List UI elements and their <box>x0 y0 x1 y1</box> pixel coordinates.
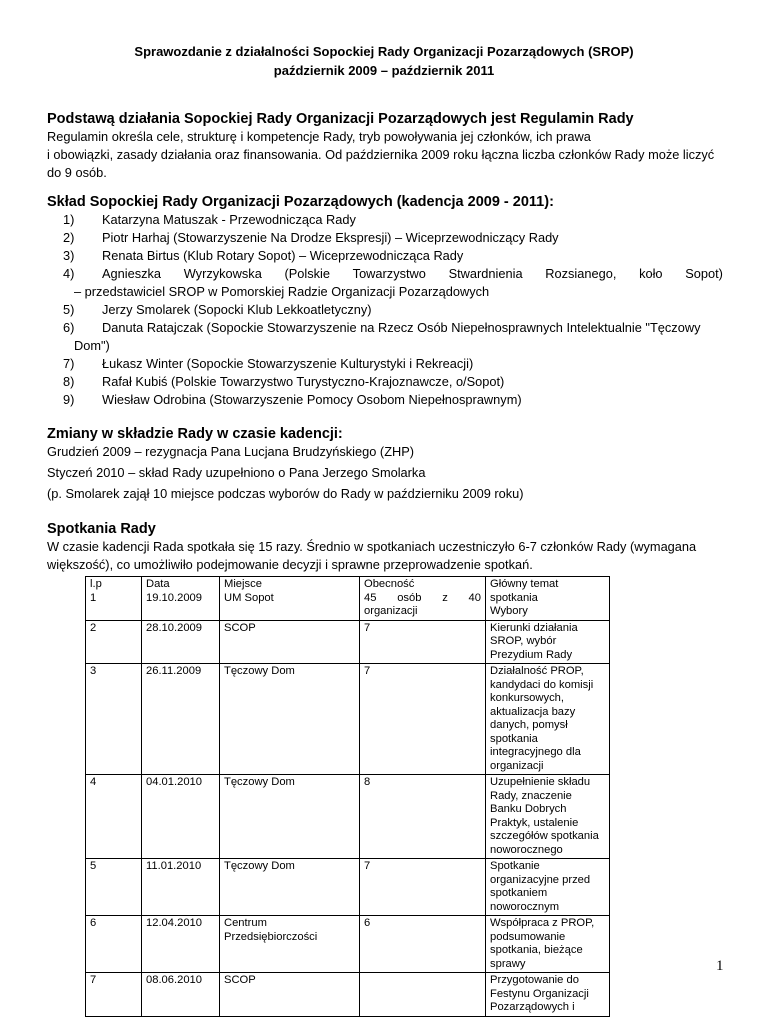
list-text: Katarzyna Matuszak - Przewodnicząca Rady <box>102 212 356 227</box>
cell-date: 08.06.2010 <box>146 974 202 986</box>
list-number: 6) <box>63 320 75 335</box>
cell-place: SCOP <box>224 621 256 634</box>
table-cell <box>220 859 360 916</box>
cell-topic: Działalność PROP, kandydaci do komisji konkursowych, aktualizacja bazy danych, pomysł spotkania integracyjnego dla organizacji <box>490 665 594 772</box>
table-cell <box>86 664 142 775</box>
table-cell <box>220 620 360 664</box>
table-cell <box>142 664 220 775</box>
list-text: Łukasz Winter (Sopockie Stowarzyszenie Kulturystyki i Rekreacji) <box>102 356 474 371</box>
table-cell <box>360 620 486 664</box>
word: Stwardnienia <box>448 266 523 281</box>
table-cell <box>142 775 220 859</box>
table-cell <box>360 916 486 973</box>
cell-presence <box>364 592 481 606</box>
paragraph-line: Grudzień 2009 – rezygnacja Pana Lucjana Brudzyńskiego (ZHP) <box>47 444 415 459</box>
cell-place: SCOP <box>224 974 256 986</box>
cell-lp: 3 <box>90 665 97 677</box>
header-temat: Główny temat spotkania <box>490 578 559 604</box>
table-row <box>86 577 610 621</box>
cell-topic: Uzupełnienie składu Rady, znaczenie Banku Dobrych Praktyk, ustalenie szczegółów spotkania noworocznego <box>490 776 599 856</box>
table-cell <box>86 620 142 664</box>
word: osób <box>397 591 422 604</box>
spotkania-paragraph <box>47 538 723 574</box>
table-cell <box>220 973 360 1017</box>
cell-lp: 6 <box>90 917 97 929</box>
table-cell <box>142 973 220 1017</box>
section-heading-sklad: Skład Sopockiej Rady Organizacji Pozarządowych (kadencja 2009 - 2011): <box>47 194 554 210</box>
list-item <box>63 229 723 247</box>
word: Wyrzykowska <box>183 266 262 281</box>
header-obecnosc: Obecność <box>364 578 415 590</box>
table-cell <box>486 577 610 621</box>
cell-presence: 7 <box>364 860 371 872</box>
cell-topic: Kierunki działania SROP, wybór Prezydium Rady <box>490 621 578 661</box>
cell-date: 04.01.2010 <box>146 776 202 788</box>
table-cell <box>360 577 486 621</box>
cell-lp: 7 <box>90 974 97 986</box>
list-item <box>63 319 723 337</box>
cell-lp: 1 <box>90 591 97 604</box>
list-item <box>63 301 723 319</box>
list-number: 7) <box>63 356 75 371</box>
list-item <box>63 391 723 409</box>
cell-topic: Przygotowanie do Festynu Organizacji Pozarządowych i <box>490 974 589 1013</box>
table-cell <box>486 859 610 916</box>
list-number: 3) <box>63 248 75 263</box>
list-number: 4) <box>63 266 75 281</box>
section-heading-regulamin: Podstawą działania Sopockiej Rady Organizacji Pozarządowych jest Regulamin Rady <box>47 111 634 127</box>
cell-date: 12.04.2010 <box>146 917 202 929</box>
table-cell <box>486 664 610 775</box>
list-text: Danuta Ratajczak (Sopockie Stowarzyszenie na Rzecz Osób Niepełnosprawnych Intelektualnie "Tęczowy <box>102 320 701 335</box>
table-cell <box>220 577 360 621</box>
list-item-continuation <box>63 283 723 301</box>
page-number: 1 <box>716 958 724 974</box>
list-item <box>63 211 723 229</box>
cell-topic: Współpraca z PROP, podsumowanie spotkania, bieżące sprawy <box>490 917 595 970</box>
table-row <box>86 916 610 973</box>
table-cell <box>486 620 610 664</box>
table-row <box>86 775 610 859</box>
list-text <box>102 265 723 283</box>
list-item <box>63 247 723 265</box>
word: (Polskie <box>284 266 330 281</box>
section-heading-zmiany: Zmiany w składzie Rady w czasie kadencji: <box>47 426 343 442</box>
paragraph-line: Styczeń 2010 – skład Rady uzupełniono o Pana Jerzego Smolarka <box>47 465 426 480</box>
table-cell <box>220 916 360 973</box>
cell-date: 28.10.2009 <box>146 621 202 634</box>
zmiany-paragraph <box>47 443 723 503</box>
table-cell <box>486 973 610 1017</box>
word: koło <box>639 266 663 281</box>
list-text: – przedstawiciel SROP w Pomorskiej Radzie Organizacji Pozarządowych <box>74 284 490 299</box>
list-text: Piotr Harhaj (Stowarzyszenie Na Drodze Ekspresji) – Wiceprzewodniczący Rady <box>102 230 559 245</box>
paragraph-line: Regulamin określa cele, strukturę i kompetencje Rady, tryb powoływania jej członków, ich prawa <box>47 129 591 144</box>
header-miejsce: Miejsce <box>224 578 262 590</box>
table-cell <box>486 775 610 859</box>
cell-date: 26.11.2009 <box>146 665 202 677</box>
cell-topic: Spotkanie organizacyjne przed spotkaniem noworocznym <box>490 860 591 913</box>
list-number: 1) <box>63 212 75 227</box>
table-cell <box>486 916 610 973</box>
table-cell <box>220 664 360 775</box>
table-cell <box>142 916 220 973</box>
list-text: Dom") <box>74 338 110 353</box>
list-text: Wiesław Odrobina (Stowarzyszenie Pomocy Osobom Niepełnosprawnym) <box>102 392 522 407</box>
word: 40 <box>468 591 481 604</box>
header-lp: l.p <box>90 578 102 590</box>
section-heading-spotkania: Spotkania Rady <box>47 521 156 537</box>
cell-place: Tęczowy Dom <box>224 860 295 872</box>
table-cell <box>360 664 486 775</box>
list-item <box>63 373 723 391</box>
cell-place: Tęczowy Dom <box>224 776 295 788</box>
cell-lp: 2 <box>90 621 97 634</box>
list-text: Jerzy Smolarek (Sopocki Klub Lekkoatletyczny) <box>102 302 372 317</box>
list-text: Renata Birtus (Klub Rotary Sopot) – Wiceprzewodnicząca Rady <box>102 248 464 263</box>
cell-presence: 6 <box>364 917 371 929</box>
cell-lp: 5 <box>90 860 97 872</box>
paragraph-line: do 9 osób. <box>47 165 107 180</box>
table-row <box>86 620 610 664</box>
word: 45 <box>364 591 377 604</box>
table-cell <box>360 775 486 859</box>
list-item-continuation <box>63 337 723 355</box>
list-number: 8) <box>63 374 75 389</box>
list-item <box>63 355 723 373</box>
document-title <box>0 42 768 80</box>
members-list <box>63 211 723 409</box>
word: Rozsianego, <box>545 266 617 281</box>
table-row <box>86 664 610 775</box>
word: Sopot) <box>685 266 723 281</box>
table-cell <box>86 577 142 621</box>
cell-presence-rest: organizacji <box>364 605 418 617</box>
paragraph-line: większość), co umożliwiło podejmowanie decyzji i sprawne przeprowadzenie spotkań. <box>47 557 533 572</box>
meetings-table <box>85 576 610 1017</box>
paragraph-line: (p. Smolarek zajął 10 miejsce podczas wyborów do Rady w październiku 2009 roku) <box>47 486 524 501</box>
list-number: 9) <box>63 392 75 407</box>
cell-presence: 7 <box>364 665 371 677</box>
cell-presence: 8 <box>364 776 371 788</box>
cell-topic: Wybory <box>490 605 528 617</box>
table-cell <box>86 775 142 859</box>
cell-date: 11.01.2010 <box>146 860 202 872</box>
table-cell <box>142 577 220 621</box>
table-cell <box>360 859 486 916</box>
word: Agnieszka <box>102 266 162 281</box>
title-line-2: październik 2009 – październik 2011 <box>273 63 495 78</box>
cell-place: Centrum Przedsiębiorczości <box>224 917 318 943</box>
cell-lp: 4 <box>90 776 97 788</box>
paragraph-line: W czasie kadencji Rada spotkała się 15 razy. Średnio w spotkaniach uczestniczyło 6-7 członków Rady (wymagana <box>47 539 697 554</box>
title-line-1: Sprawozdanie z działalności Sopockiej Rady Organizacji Pozarządowych (SROP) <box>134 44 634 59</box>
table-row <box>86 859 610 916</box>
list-item <box>63 265 723 283</box>
word: z <box>442 591 448 604</box>
word: Towarzystwo <box>352 266 426 281</box>
table-row <box>86 973 610 1017</box>
list-number: 5) <box>63 302 75 317</box>
table-cell <box>360 973 486 1017</box>
table-cell <box>142 620 220 664</box>
table-cell <box>86 916 142 973</box>
header-data: Data <box>146 578 170 590</box>
table-cell <box>220 775 360 859</box>
list-number: 2) <box>63 230 75 245</box>
regulamin-paragraph <box>47 128 723 182</box>
cell-place: Tęczowy Dom <box>224 665 295 677</box>
list-text: Rafał Kubiś (Polskie Towarzystwo Turystyczno-Krajoznawcze, o/Sopot) <box>102 374 505 389</box>
paragraph-line: i obowiązki, zasady działania oraz finansowania. Od października 2009 roku łączna liczba członków Rady może liczyć <box>47 147 715 162</box>
cell-place: UM Sopot <box>224 591 274 604</box>
table-cell <box>86 859 142 916</box>
table-cell <box>142 859 220 916</box>
table-cell <box>86 973 142 1017</box>
cell-date: 19.10.2009 <box>146 591 202 604</box>
cell-presence: 7 <box>364 621 371 634</box>
